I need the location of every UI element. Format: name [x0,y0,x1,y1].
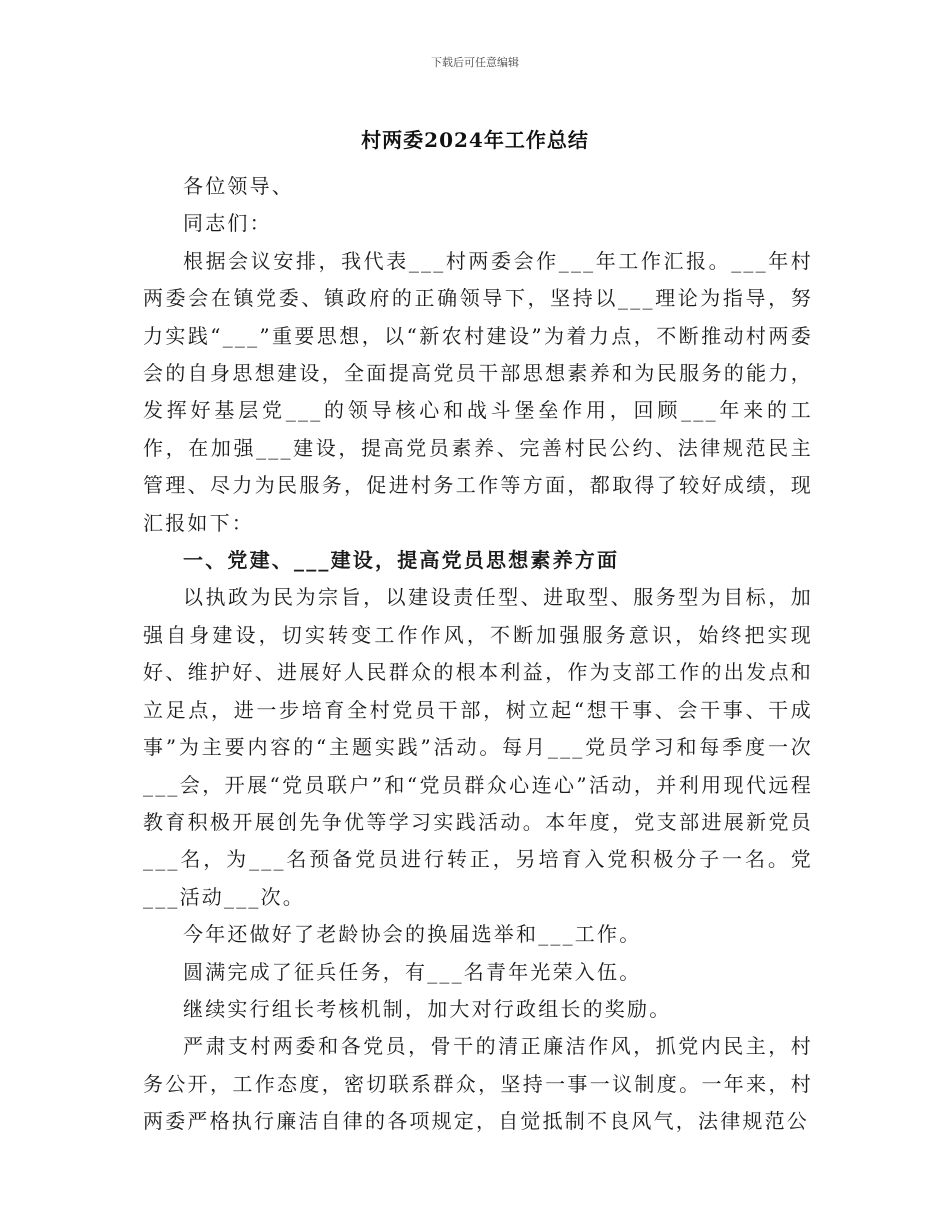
body-paragraph: 继续实行组长考核机制，加大对行政组长的奖励。 [183,996,672,1021]
body-paragraph: 根据会议安排，我代表___村两委会作___年工作汇报。___年村两委会在镇党委、镇政府的正确领导下，坚持以___理论为指导，努力实践“___”重要思想，以“新农村建设”为着力点，不断推动村两委会的自身思想建设，全面提高党员干部思想素养和为民服务的能力，发挥好基层党___的领导核心和战斗堡垒作用，回顾___年来的工作，在加强___建设，提高党员素养、完善村民公约、法律规范民主管理、尽力为民服务，促进村务工作等方面，都取得了较好成绩，现汇报如下： [143,248,813,535]
salutation-line: 同志们： [183,211,272,236]
body-paragraph: 以执政为民为宗旨，以建设责任型、进取型、服务型为目标，加强自身建设，切实转变工作作风，不断加强服务意识，始终把实现好、维护好、进展好人民群众的根本利益，作为支部工作的出发点和立足点，进一步培育全村党员干部，树立起“想干事、会干事、干成事”为主要内容的“主题实践”活动。每月___党员学习和每季度一次___会，开展“党员联户”和“党员群众心连心”活动，并利用现代远程教育积极开展创先争优等学习实践活动。本年度，党支部进展新党员___名，为___名预备党员进行转正，另培育入党积极分子一名。党___活动___次。 [143,585,813,909]
document-title: 村两委2024年工作总结 [361,128,589,152]
document-body [143,168,813,1141]
salutation-line: 各位领导、 [183,174,294,198]
section-heading: 一、党建、___建设，提高党员思想素养方面 [183,548,620,573]
body-paragraph: 圆满完成了征兵任务，有___名青年光荣入伍。 [183,959,642,984]
header-note: 下载后可任意编辑 [431,56,519,69]
body-paragraph: 今年还做好了老龄协会的换届选举和___工作。 [183,922,642,947]
body-paragraph: 严肃支村两委和各党员，骨干的清正廉洁作风，抓党内民主，村务公开，工作态度，密切联系群众，坚持一事一议制度。一年来，村两委严格执行廉洁自律的各项规定，自觉抵制不良风气，法律规范公 [143,1034,813,1134]
